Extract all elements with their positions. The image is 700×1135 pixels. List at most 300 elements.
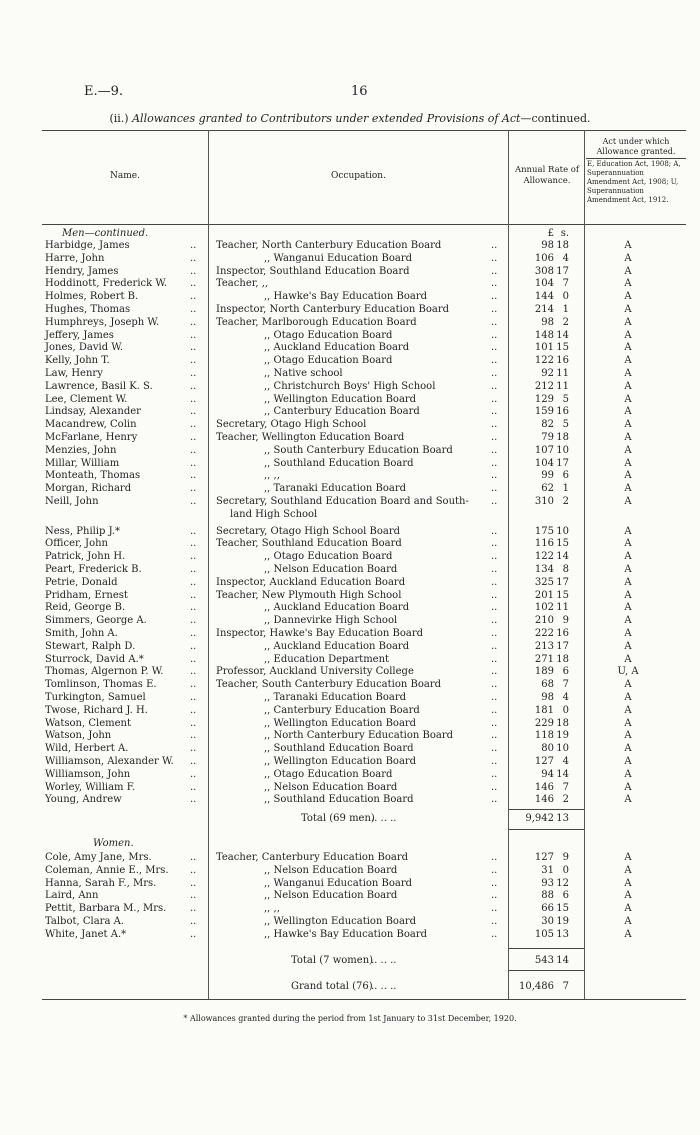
row-shillings: 1 xyxy=(562,483,569,495)
row-act: A xyxy=(624,916,632,927)
subtitle-prefix: (ii.) xyxy=(109,112,133,125)
row-occupation: Teacher, Wellington Education Board xyxy=(216,432,405,443)
leader-dots: .. xyxy=(491,457,498,469)
row-act: A xyxy=(624,432,632,443)
row-act: A xyxy=(624,278,632,290)
row-act: A xyxy=(624,496,632,507)
row-name: White, Janet A.* xyxy=(45,928,127,940)
leader-dots: .. xyxy=(491,589,498,601)
table-row xyxy=(0,615,700,627)
row-shillings: 17 xyxy=(556,640,569,652)
leader-dots: .. xyxy=(190,615,197,627)
row-pounds: 66 xyxy=(541,903,554,915)
table-row xyxy=(0,878,700,890)
leader-dots: .. xyxy=(190,525,197,537)
row-shillings: 17 xyxy=(556,576,569,588)
row-pounds: 181 xyxy=(534,704,554,716)
leader-dots: .. xyxy=(491,615,498,627)
row-pounds: 148 xyxy=(534,329,554,341)
table-row xyxy=(0,355,700,367)
leader-dots: .. xyxy=(491,743,498,755)
table-row xyxy=(0,381,700,393)
row-shillings: 10 xyxy=(556,444,569,456)
header-bottom-rule xyxy=(42,224,686,225)
row-pounds: 210 xyxy=(534,615,554,627)
row-shillings: 6 xyxy=(562,890,569,902)
leader-dots: .. xyxy=(190,380,197,392)
row-shillings: 2 xyxy=(562,496,569,507)
leader-dots: .. xyxy=(491,679,498,691)
row-pounds: 122 xyxy=(534,551,554,563)
leader-dots: .. xyxy=(190,291,197,303)
row-occupation: ,, Otago Education Board xyxy=(264,768,393,780)
row-act: A xyxy=(624,564,632,575)
row-act: A xyxy=(624,903,632,915)
row-act: A xyxy=(624,265,632,277)
row-shillings: 15 xyxy=(556,538,569,550)
row-occupation: ,, ,, xyxy=(264,903,280,915)
row-occupation: Inspector, North Canterbury Education Board xyxy=(216,304,450,315)
row-act: A xyxy=(624,538,632,550)
row-shillings: 2 xyxy=(562,794,569,806)
row-occupation: ,, Canterbury Education Board xyxy=(264,406,420,418)
row-occupation: ,, Southland Education Board xyxy=(264,743,414,755)
leader-dots: .. xyxy=(491,852,498,863)
row-shillings: 18 xyxy=(556,240,569,251)
row-act: A xyxy=(624,316,632,328)
row-pounds: 134 xyxy=(534,564,554,575)
row-name: Williamson, John xyxy=(45,768,131,780)
row-pounds: 102 xyxy=(534,602,554,614)
row-pounds: 271 xyxy=(534,653,554,665)
row-act: A xyxy=(624,525,632,537)
row-pounds: 222 xyxy=(534,628,554,639)
row-occupation: Teacher, Marlborough Education Board xyxy=(216,316,417,328)
leader-dots: .. xyxy=(491,470,498,482)
leader-dots: .. xyxy=(190,564,197,575)
table-row xyxy=(0,278,700,290)
row-act: A xyxy=(624,864,632,876)
row-shillings: 17 xyxy=(556,457,569,469)
row-pounds: 79 xyxy=(541,432,554,443)
table-row xyxy=(0,526,700,538)
row-name: Macandrew, Colin xyxy=(45,419,137,431)
row-act: A xyxy=(624,240,632,251)
leader-dots: .. xyxy=(190,444,197,456)
men-total-pounds: 9,942 xyxy=(525,813,554,824)
leader-dots: .. xyxy=(190,304,197,315)
row-name: Lindsay, Alexander xyxy=(45,406,141,418)
leader-dots: .. xyxy=(491,278,498,290)
row-occupation: ,, Otago Education Board xyxy=(264,355,393,367)
row-pounds: 94 xyxy=(541,768,554,780)
leader-dots: .. xyxy=(190,538,197,550)
row-occupation: Secretary, Otago High School Board xyxy=(216,525,401,537)
row-pounds: 104 xyxy=(534,278,554,290)
row-shillings: 4 xyxy=(562,756,569,767)
row-act: A xyxy=(624,589,632,601)
row-occupation: ,, Wanganui Education Board xyxy=(264,252,413,264)
leader-dots: .. xyxy=(491,538,498,550)
table-row xyxy=(0,445,700,457)
row-pounds: 213 xyxy=(534,640,554,652)
row-shillings: 7 xyxy=(562,278,569,290)
leader-dots: .. xyxy=(190,329,197,341)
leader-dots: .. xyxy=(190,355,197,367)
row-act: A xyxy=(624,890,632,902)
row-act: A xyxy=(624,679,632,691)
leader-dots: .. xyxy=(491,304,498,315)
leader-dots: .. xyxy=(491,704,498,716)
row-name: Smith, John A. xyxy=(45,628,118,639)
row-name: Pridham, Ernest xyxy=(45,589,128,601)
leader-dots: .. xyxy=(190,743,197,755)
row-act: A xyxy=(624,304,632,315)
leader-dots: .. xyxy=(491,291,498,303)
table-row xyxy=(0,317,700,329)
row-name: Jones, David W. xyxy=(45,342,123,354)
column-header-occupation: Occupation. xyxy=(331,171,386,181)
leader-dots: .. xyxy=(190,576,197,588)
row-shillings: 9 xyxy=(562,852,569,863)
row-act: U, A xyxy=(617,666,639,678)
row-shillings: 17 xyxy=(556,265,569,277)
document-id: E.—9. xyxy=(84,84,124,99)
row-pounds: 116 xyxy=(534,538,554,550)
row-shillings: 15 xyxy=(556,589,569,601)
subtitle-italic: Allowances granted to Contributors under extended Provisions of Act xyxy=(132,112,521,125)
row-shillings: 6 xyxy=(562,470,569,482)
table-row xyxy=(0,666,700,678)
leader-dots: .. xyxy=(491,406,498,418)
row-shillings: 7 xyxy=(562,679,569,691)
shillings-unit: s. xyxy=(560,228,569,239)
column-header-act-note: E, Education Act, 1908; A, Superannuation Amendment Act, 1908; U, Superannuation Amendment Act, 1912. xyxy=(587,160,681,204)
row-shillings: 10 xyxy=(556,743,569,755)
leader-dots: .. xyxy=(190,877,197,889)
row-occupation: ,, Wellington Education Board xyxy=(264,393,417,405)
leader-dots: .. xyxy=(491,368,498,379)
row-occupation: ,, Auckland Education Board xyxy=(264,342,410,354)
row-name: Watson, Clement xyxy=(45,717,131,729)
row-pounds: 62 xyxy=(541,483,554,495)
leader-dots: .. xyxy=(190,730,197,742)
row-name: Watson, John xyxy=(45,730,112,742)
men-total-label: Total (69 men) xyxy=(301,813,375,824)
row-name: Peart, Frederick B. xyxy=(45,564,142,575)
row-act: A xyxy=(624,653,632,665)
row-pounds: 106 xyxy=(534,252,554,264)
row-pounds: 325 xyxy=(534,576,554,588)
row-shillings: 5 xyxy=(562,419,569,431)
leader-dots: .. xyxy=(190,252,197,264)
row-pounds: 80 xyxy=(541,743,554,755)
row-pounds: 212 xyxy=(534,380,554,392)
leader-dots: .. xyxy=(190,864,197,876)
row-occupation: Teacher, Canterbury Education Board xyxy=(216,852,409,863)
row-pounds: 93 xyxy=(541,877,554,889)
row-act: A xyxy=(624,794,632,806)
table-row xyxy=(0,641,700,653)
table-row xyxy=(0,577,700,589)
leader-dots: .. xyxy=(491,756,498,767)
row-act: A xyxy=(624,252,632,264)
row-name: Kelly, John T. xyxy=(45,355,110,367)
row-act: A xyxy=(624,781,632,793)
table-row xyxy=(0,916,700,928)
table-row xyxy=(0,419,700,431)
row-act: A xyxy=(624,576,632,588)
leader-dots: .. xyxy=(491,903,498,915)
men-total-rule-bottom xyxy=(509,829,584,830)
row-occupation: Secretary, Southland Education Board and South- xyxy=(216,496,469,507)
table-row xyxy=(0,368,700,380)
row-shillings: 10 xyxy=(556,525,569,537)
leader-dots: .. xyxy=(190,666,197,678)
leader-dots: .. xyxy=(190,903,197,915)
leader-dots: .. xyxy=(190,704,197,716)
row-shillings: 7 xyxy=(562,781,569,793)
table-row xyxy=(0,394,700,406)
leader-dots: .. xyxy=(491,916,498,927)
row-act: A xyxy=(624,393,632,405)
row-shillings: 1 xyxy=(562,304,569,315)
row-act: A xyxy=(624,457,632,469)
row-occupation: Teacher, North Canterbury Education Board xyxy=(216,240,442,251)
table-row xyxy=(0,890,700,902)
row-name: Twose, Richard J. H. xyxy=(45,704,148,716)
row-shillings: 15 xyxy=(556,342,569,354)
row-pounds: 189 xyxy=(534,666,554,678)
row-shillings: 0 xyxy=(562,864,569,876)
leader-dots: .. xyxy=(190,768,197,780)
row-name: Laird, Ann xyxy=(45,890,99,902)
row-occupation: ,, Nelson Education Board xyxy=(264,781,398,793)
row-occupation: ,, Hawke's Bay Education Board xyxy=(264,291,428,303)
grand-total-shillings: 7 xyxy=(562,981,569,992)
row-act: A xyxy=(624,877,632,889)
leader-dots: .. xyxy=(190,602,197,614)
row-pounds: 92 xyxy=(541,368,554,379)
table-row xyxy=(0,406,700,418)
leader-dots: .. xyxy=(491,265,498,277)
leader-dots: .. xyxy=(491,355,498,367)
row-occupation: ,, Auckland Education Board xyxy=(264,640,410,652)
row-shillings: 4 xyxy=(562,692,569,703)
leader-dots: .. xyxy=(190,457,197,469)
row-pounds: 129 xyxy=(534,393,554,405)
leader-dots: .. xyxy=(190,419,197,431)
leader-dots: .. xyxy=(491,628,498,639)
table-row xyxy=(0,432,700,444)
row-shillings: 8 xyxy=(562,564,569,575)
row-shillings: 11 xyxy=(556,368,569,379)
table-row xyxy=(0,496,700,508)
row-occupation: Teacher, New Plymouth High School xyxy=(216,589,402,601)
row-shillings: 18 xyxy=(556,717,569,729)
table-row xyxy=(0,330,700,342)
row-shillings: 0 xyxy=(562,291,569,303)
row-name: Talbot, Clara A. xyxy=(45,916,124,927)
table-row xyxy=(0,705,700,717)
row-occupation: Teacher, Southland Education Board xyxy=(216,538,402,550)
leader-dots: .. xyxy=(190,393,197,405)
row-pounds: 127 xyxy=(534,852,554,863)
leader-dots: .. xyxy=(491,576,498,588)
table-row xyxy=(0,590,700,602)
leader-dots: .. xyxy=(190,628,197,639)
row-pounds: 104 xyxy=(534,457,554,469)
row-pounds: 122 xyxy=(534,355,554,367)
row-act: A xyxy=(624,704,632,716)
row-occupation: ,, Canterbury Education Board xyxy=(264,704,420,716)
act-header-rule xyxy=(586,158,686,159)
row-occupation: Teacher, South Canterbury Education Board xyxy=(216,679,442,691)
row-act: A xyxy=(624,928,632,940)
table-row xyxy=(0,240,700,252)
leader-dots: .. xyxy=(190,679,197,691)
column-header-name: Name. xyxy=(110,171,140,181)
leader-dots: .. xyxy=(190,653,197,665)
row-occupation: ,, Wellington Education Board xyxy=(264,756,417,767)
leader-dots: .. xyxy=(491,717,498,729)
table-row xyxy=(0,253,700,265)
row-occupation: ,, Auckland Education Board xyxy=(264,602,410,614)
row-act: A xyxy=(624,692,632,703)
grand-total-pounds: 10,486 xyxy=(519,981,554,992)
table-row xyxy=(0,756,700,768)
leader-dots: .. xyxy=(190,470,197,482)
table-row xyxy=(0,628,700,640)
row-name: Williamson, Alexander W. xyxy=(45,756,174,767)
row-name: Worley, William F. xyxy=(45,781,136,793)
row-occupation: Professor, Auckland University College xyxy=(216,666,414,678)
row-shillings: 19 xyxy=(556,916,569,927)
table-row xyxy=(0,679,700,691)
leader-dots: .. xyxy=(491,419,498,431)
row-shillings: 16 xyxy=(556,628,569,639)
row-pounds: 98 xyxy=(541,692,554,703)
men-total-rule xyxy=(509,809,584,810)
row-occupation: ,, Dannevirke High School xyxy=(264,615,398,627)
leader-dots: .. xyxy=(190,240,197,251)
table-row xyxy=(0,483,700,495)
leader-dots: .. xyxy=(491,551,498,563)
leader-dots: .. xyxy=(190,692,197,703)
leader-dots: .. xyxy=(491,864,498,876)
leader-dots: .. xyxy=(491,653,498,665)
leader-dots: .. xyxy=(190,316,197,328)
table-row xyxy=(0,551,700,563)
row-occupation: ,, Taranaki Education Board xyxy=(264,692,407,703)
row-act: A xyxy=(624,291,632,303)
table-row xyxy=(0,794,700,806)
row-pounds: 68 xyxy=(541,679,554,691)
leader-dots: .. xyxy=(190,483,197,495)
pounds-unit: £ xyxy=(547,228,554,239)
footnote: * Allowances granted during the period from 1st January to 31st December, 1920. xyxy=(183,1014,517,1023)
row-occupation: ,, Taranaki Education Board xyxy=(264,483,407,495)
row-act: A xyxy=(624,615,632,627)
women-total-label: Total (7 women) xyxy=(291,955,374,966)
leader-dots: .. xyxy=(491,877,498,889)
row-name: Thomas, Algernon P. W. xyxy=(45,666,164,678)
row-name: Harbidge, James xyxy=(45,240,130,251)
table-top-rule xyxy=(42,130,686,131)
row-occupation: ,, Wellington Education Board xyxy=(264,717,417,729)
row-name: Monteath, Thomas xyxy=(45,470,141,482)
leader-dots: .. xyxy=(190,916,197,927)
table-row xyxy=(0,458,700,470)
leader-dots: .. xyxy=(491,602,498,614)
leader-dots: .. xyxy=(491,444,498,456)
table-row xyxy=(0,564,700,576)
leader-dots: .. xyxy=(190,278,197,290)
row-pounds: 159 xyxy=(534,406,554,418)
row-shillings: 19 xyxy=(556,730,569,742)
row-name: Patrick, John H. xyxy=(45,551,126,563)
row-pounds: 146 xyxy=(534,794,554,806)
table-bottom-rule xyxy=(42,999,686,1000)
row-act: A xyxy=(624,852,632,863)
row-name: Sturrock, David A.* xyxy=(45,653,144,665)
table-row xyxy=(0,730,700,742)
leader-dots: .. xyxy=(190,640,197,652)
leader-dots: .. xyxy=(491,432,498,443)
row-shillings: 14 xyxy=(556,768,569,780)
table-row xyxy=(0,692,700,704)
row-name: Stewart, Ralph D. xyxy=(45,640,136,652)
row-pounds: 88 xyxy=(541,890,554,902)
row-name: Humphreys, Joseph W. xyxy=(45,316,160,328)
leader-dots: .. xyxy=(491,252,498,264)
row-occupation: ,, Christchurch Boys' High School xyxy=(264,380,436,392)
leader-dots: .. xyxy=(190,890,197,902)
leader-dots: .. xyxy=(190,756,197,767)
leader-dots: .. xyxy=(190,265,197,277)
table-row xyxy=(0,929,700,941)
row-pounds: 214 xyxy=(534,304,554,315)
grand-total-dots: .. .. .. xyxy=(371,981,397,992)
row-occupation: Inspector, Southland Education Board xyxy=(216,265,410,277)
row-pounds: 30 xyxy=(541,916,554,927)
women-heading: Women. xyxy=(93,838,134,849)
women-total-shillings: 14 xyxy=(556,955,569,966)
page-number: 16 xyxy=(351,84,368,99)
row-pounds: 175 xyxy=(534,525,554,537)
row-name: Holmes, Robert B. xyxy=(45,291,139,303)
row-pounds: 107 xyxy=(534,444,554,456)
leader-dots: .. xyxy=(491,240,498,251)
row-shillings: 6 xyxy=(562,666,569,678)
leader-dots: .. xyxy=(190,432,197,443)
row-occupation: ,, Nelson Education Board xyxy=(264,864,398,876)
row-name: Young, Andrew xyxy=(45,794,122,806)
row-occupation-cont: land High School xyxy=(230,508,318,520)
row-name: Pettit, Barbara M., Mrs. xyxy=(45,903,167,915)
row-act: A xyxy=(624,419,632,431)
row-shillings: 11 xyxy=(556,602,569,614)
table-row xyxy=(0,852,700,864)
row-name: Ness, Philip J.* xyxy=(45,525,121,537)
column-header-act-title: Act under which Allowance granted. xyxy=(596,137,676,156)
row-act: A xyxy=(624,470,632,482)
row-pounds: 99 xyxy=(541,470,554,482)
row-act: A xyxy=(624,602,632,614)
row-act: A xyxy=(624,355,632,367)
row-occupation: ,, Education Department xyxy=(264,653,390,665)
row-act: A xyxy=(624,342,632,354)
